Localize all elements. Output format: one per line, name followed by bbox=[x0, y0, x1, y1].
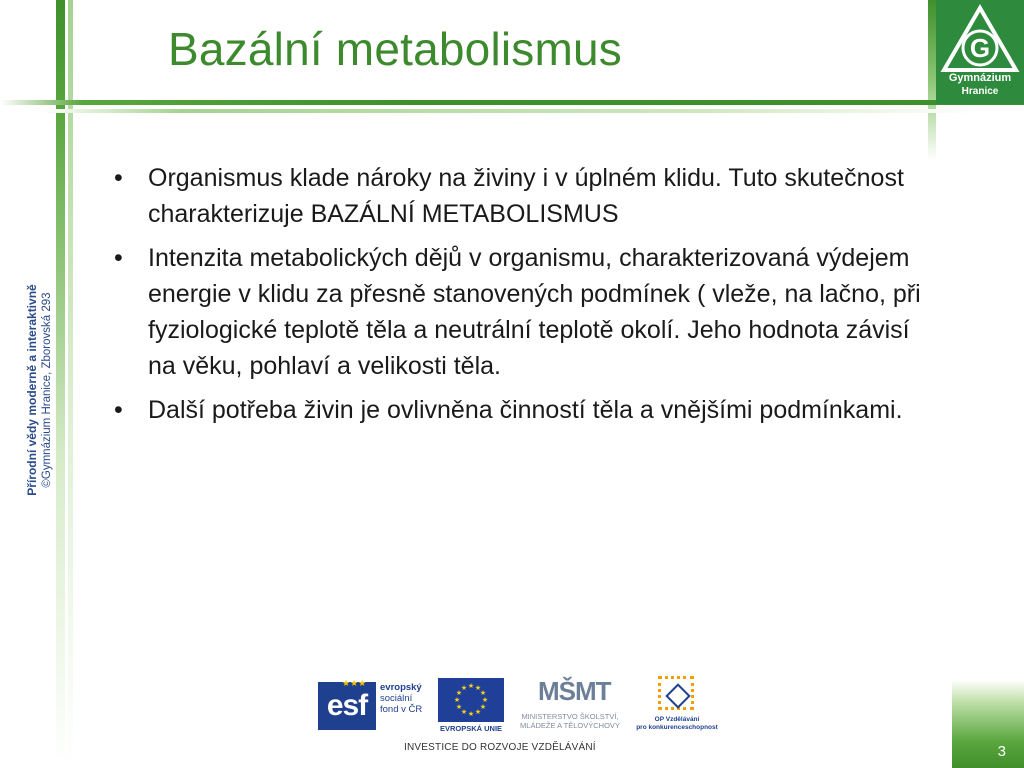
logo-letter: G bbox=[969, 33, 991, 63]
decorative-vertical-line-right bbox=[928, 0, 936, 160]
msmt-label bbox=[510, 712, 630, 730]
credits-vertical bbox=[25, 284, 55, 495]
svg-text:★: ★ bbox=[481, 696, 489, 704]
svg-text:★: ★ bbox=[455, 689, 463, 697]
svg-text:★: ★ bbox=[460, 684, 468, 692]
bullet-item bbox=[110, 392, 940, 428]
slide-title: Bazální metabolismus bbox=[168, 23, 622, 75]
triangle-logo-icon bbox=[940, 4, 1020, 74]
bullet-icon: • bbox=[114, 164, 123, 192]
eu-stars-icon bbox=[438, 678, 504, 722]
esf-label-line-1: evropský bbox=[380, 682, 422, 693]
bullet-text: Organismus klade nároky na živiny i v úplném klidu. Tuto skutečnost charakterizuje BAZÁLNÍ METABOLISMUS bbox=[148, 164, 904, 228]
msmt-mark: MŠMT bbox=[538, 676, 611, 706]
op-mark-icon bbox=[658, 676, 694, 710]
svg-text:★: ★ bbox=[479, 703, 487, 711]
svg-text:★: ★ bbox=[460, 708, 468, 716]
eu-label: EVROPSKÁ UNIE bbox=[439, 724, 503, 733]
credits-line-1: Přírodní vědy moderně a interaktivně bbox=[25, 284, 39, 496]
op-label-line-2: pro konkurenceschopnost bbox=[636, 724, 718, 731]
eu-flag-icon bbox=[438, 678, 504, 722]
bullet-icon: • bbox=[114, 396, 123, 424]
op-label-line-1: OP Vzdělávání bbox=[654, 716, 700, 723]
bullet-icon: • bbox=[114, 244, 123, 272]
svg-text:★: ★ bbox=[455, 703, 463, 711]
investment-tagline: INVESTICE DO ROZVOJE VZDĚLÁVÁNÍ bbox=[404, 742, 596, 753]
op-label bbox=[636, 716, 718, 732]
bullet-text: Intenzita metabolických dějů v organismu, charakterizovaná výdejem energie v klidu za přesně stanovených podmínek ( vleže, na lačno, při fyziologické teplotě těla a neutrální teplotě okolí. Jeho hodnota závisí na věku, pohlaví a velikosti těla. bbox=[148, 244, 921, 380]
decorative-horizontal-line bbox=[0, 100, 1024, 105]
credits-line-2: ©Gymnázium Hranice, Zborovská 293 bbox=[41, 292, 53, 488]
svg-text:★: ★ bbox=[467, 682, 475, 690]
footer-logos bbox=[316, 676, 716, 764]
esf-mark: esf bbox=[318, 682, 376, 730]
bullet-list bbox=[110, 160, 940, 436]
bullet-item bbox=[110, 160, 940, 232]
logo-line-2: Hranice bbox=[961, 86, 999, 97]
page-number: 3 bbox=[997, 743, 1006, 760]
esf-label bbox=[380, 682, 422, 715]
gymnazium-logo bbox=[936, 0, 1024, 104]
esf-label-line-3: fond v ČR bbox=[380, 704, 423, 715]
eu-logo bbox=[438, 678, 504, 734]
op-logo bbox=[636, 676, 718, 736]
logo-line-1: Gymnázium bbox=[948, 72, 1012, 84]
svg-text:★: ★ bbox=[474, 708, 482, 716]
decorative-vertical-line-light bbox=[68, 0, 73, 768]
bullet-text: Další potřeba živin je ovlivněna činností těla a vnějšími podmínkami. bbox=[148, 396, 903, 424]
svg-text:★: ★ bbox=[479, 689, 487, 697]
svg-text:★: ★ bbox=[474, 684, 482, 692]
decorative-horizontal-line-light bbox=[40, 109, 980, 113]
svg-text:★: ★ bbox=[453, 696, 461, 704]
esf-logo bbox=[316, 678, 434, 734]
page-number-box bbox=[952, 680, 1024, 768]
msmt-label-line-2: MLÁDEŽE A TĚLOVÝCHOVY bbox=[520, 721, 620, 730]
decorative-vertical-line bbox=[56, 0, 65, 768]
op-diamond-icon bbox=[665, 683, 690, 708]
stars-icon: ★★★ bbox=[342, 678, 367, 688]
msmt-label-line-1: MINISTERSTVO ŠKOLSTVÍ, bbox=[521, 712, 619, 721]
svg-text:★: ★ bbox=[467, 710, 475, 718]
msmt-logo bbox=[510, 676, 630, 736]
esf-label-line-2: sociální bbox=[380, 693, 413, 704]
bullet-item bbox=[110, 240, 940, 384]
